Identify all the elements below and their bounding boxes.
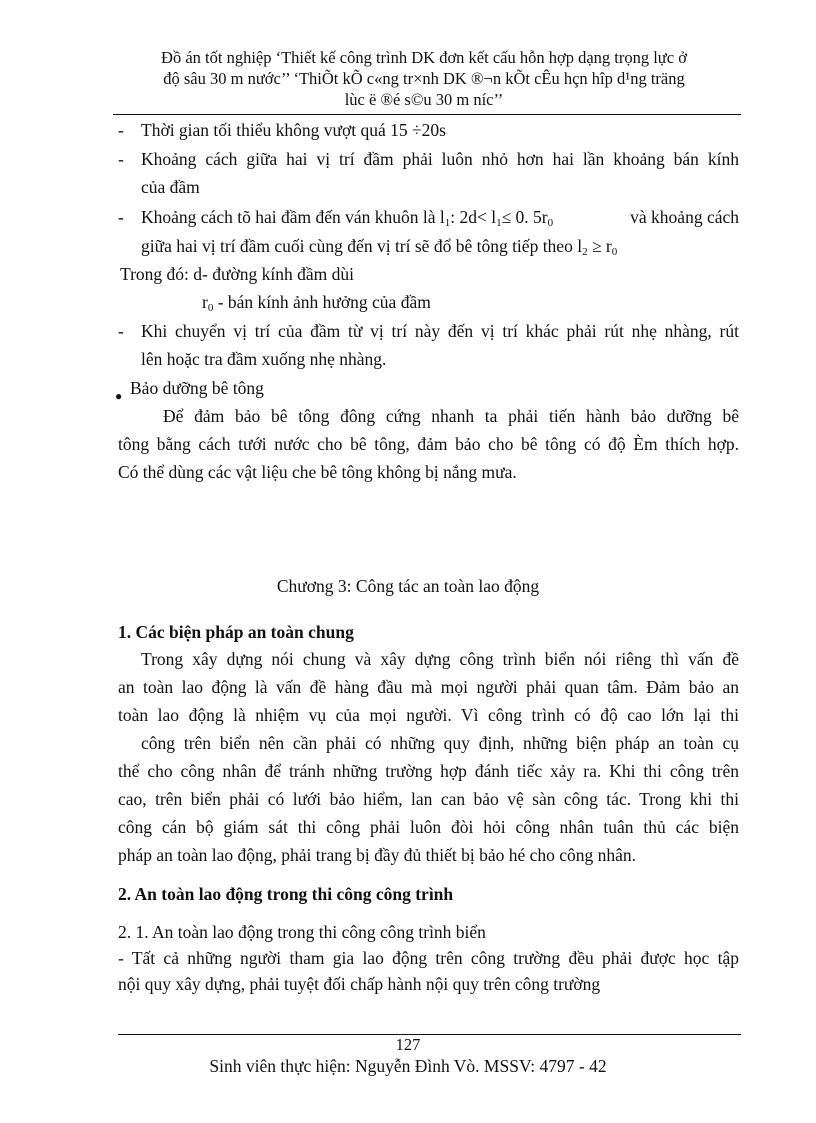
definition-r0: $r_0$ - bán kính ảnh hưởng của đầm [202,292,431,314]
list-item-move: Khi chuyển vị trí của đầm từ vị trí này đến vị trí khác phải rút nhẹ nhàng, rút [141,321,739,341]
section-2-heading: 2. An toàn lao động trong thi công công trình [118,884,454,904]
bullet-curing: Bảo dưỡng bê tông [130,378,264,398]
section-1-line: pháp an toàn lao động, phải trang bị đầy đủ thiết bị bảo hé cho công nhân. [118,845,637,865]
section-1-line: an toàn lao động là vấn đề hàng đầu mà mọi người phải quan tâm. Đảm bảo an [118,677,739,697]
section-1-heading: 1. Các biện pháp an toàn chung [118,622,354,642]
definition-d: Trong đó: d- đường kính đầm dùi [120,264,354,284]
curing-paragraph-3: Có thể dùng các vật liệu che bê tông không bị nắng mưa. [118,462,517,482]
list-item-formwork [141,205,739,229]
list-item-move-cont: lên hoặc tra đầm xuống nhẹ nhàng. [141,349,387,369]
list-dash: - [118,149,124,169]
list-dash: - [118,321,124,341]
chapter-title: Chương 3: Công tác an toàn lao động [276,576,540,596]
header-line-2: độ sâu 30 m nước’’ ‘ThiÕt kÕ c«ng tr×nh DK ®¬n kÕt cÊu hçn hîp d¹ng träng [163,69,685,88]
curing-paragraph-2: tông bằng cách tưới nước cho bê tông, đảm bảo cho bê tông có độ Èm thích hợp. [118,434,739,454]
list-dash: - [118,120,124,140]
header-rule [113,114,741,115]
section-2-line: nội quy xây dựng, phải tuyệt đối chấp hành nội quy trên công trường [118,974,601,994]
section-1-line: cao, trên biển phải có lưới bảo hiểm, lan can bảo vệ sàn công tác. Trong khi thi [118,789,739,809]
formula-text: Khoảng cách tõ hai đầm đến ván khuôn là $l_1$: $2d< l_1\le 0$. $5r_0$ [141,207,554,229]
footer-student: Sinh viên thực hiện: Nguyễn Đình Vò. MSSV: 4797 - 42 [209,1056,607,1076]
section-2-line: - Tất cả những người tham gia lao động trên công trường đều phải được học tập [118,948,739,968]
formula-tail: và khoảng cách [630,207,739,227]
list-item-distance-cont: của đầm [141,177,200,197]
section-2-subheading: 2. 1. An toàn lao động trong thi công công trình biển [118,922,486,942]
page-number: 127 [395,1035,421,1054]
bullet-icon: ● [115,389,123,403]
section-1-line: Trong xây dựng nói chung và xây dựng công trình biển nói riêng thì vấn đề [141,649,739,669]
section-1-line: thể cho công nhân để tránh những trường hợp đánh tiếc xảy ra. Khi thi công trên [118,761,739,781]
page-header [108,47,740,110]
section-1-line: công trên biển nên cần phải có những quy định, những biện pháp an toàn cụ [141,733,739,753]
curing-paragraph-1: Để đảm bảo bê tông đông cứng nhanh ta phải tiến hành bảo dưỡng bê [163,406,739,426]
list-item-time: Thời gian tối thiểu không vượt quá 15 ÷20s [141,120,446,140]
section-1-line: toàn lao động là nhiệm vụ của mọi người. Vì công trình có độ cao lớn lại thi [118,705,739,725]
header-line-3: lùc ë ®é s©u 30 m níc’’ [344,90,504,109]
list-dash: - [118,207,124,227]
list-item-formwork-cont: giữa hai vị trí đầm cuối cùng đến vị trí sẽ đổ bê tông tiếp theo $l_2 \ge r_0$ [141,236,618,258]
list-item-distance: Khoảng cách giữa hai vị trí đầm phải luôn nhỏ hơn hai lần khoảng bán kính [141,149,739,169]
header-line-1: Đồ án tốt nghiệp ‘Thiết kế công trình DK đơn kết cấu hỗn hợp dạng trọng lực ở [161,48,687,67]
section-1-line: công cán bộ giám sát thi công phải luôn đòi hỏi công nhân tuân thủ các biện [118,817,739,837]
